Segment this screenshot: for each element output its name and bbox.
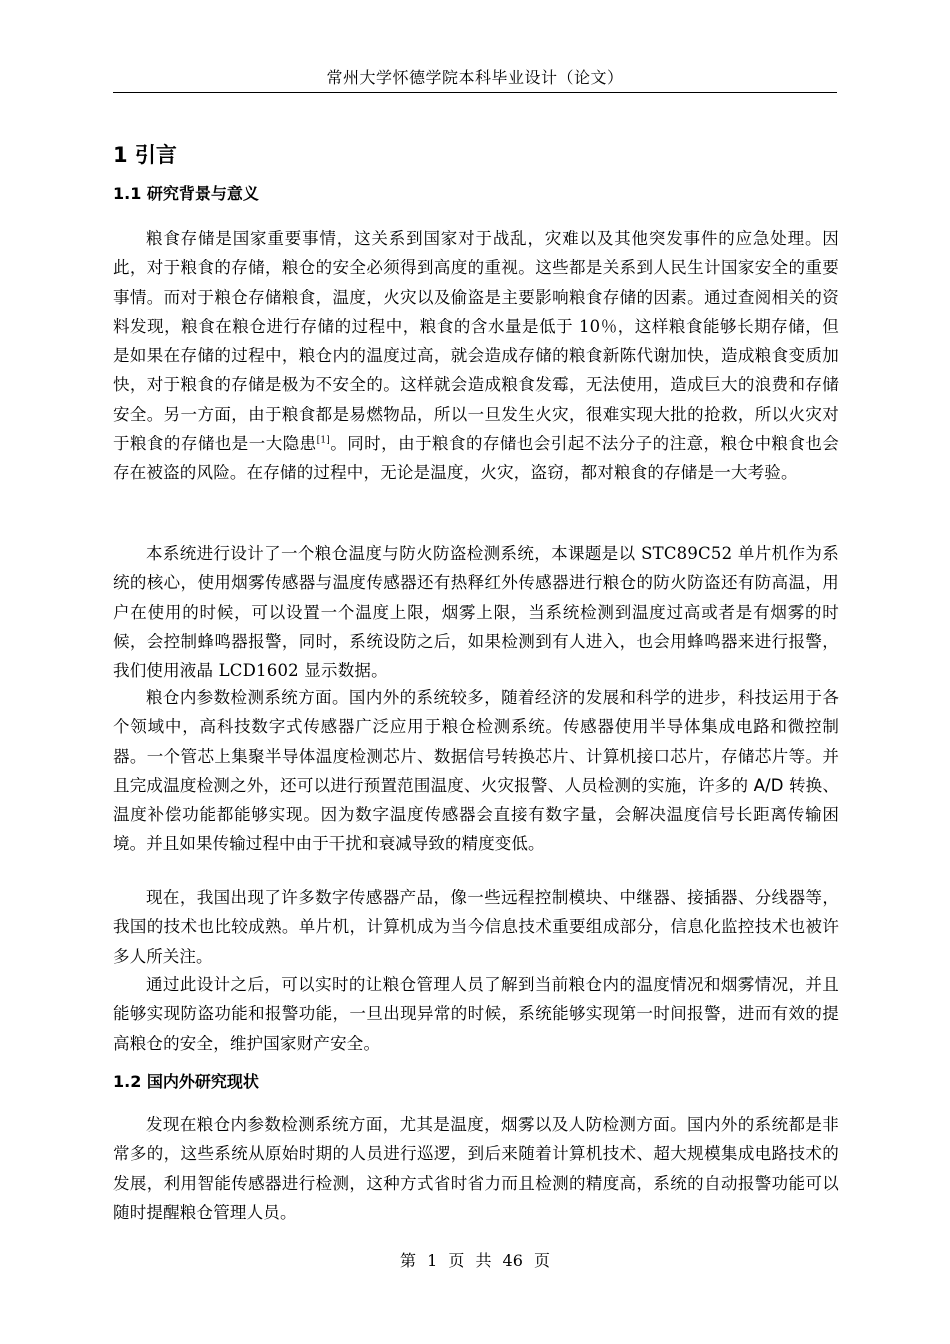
paragraph-text: 粮食存储是国家重要事情，这关系到国家对于战乱，灾难以及其他突发事件的应急处理。因此，对于粮食的存储，粮仓的安全必须得到高度的重视。这些都是关系到人民生计国家安全的重要事情。而对于粮仓存储粮食，温度，火灾以及偷盗是主要影响粮食存储的因素。通过查阅相关的资料发现，粮食在粮仓进行存储的过程中，粮食的含水量是低于 10％，这样粮食能够长期存储，但是如果在存储的过程中，粮仓内的温度过高，就会造成存储的粮食新陈代谢加快，造成粮食变质加快，对于粮食的存储是极为不安全的。这样就会造成粮食发霉，无法使用，造成巨大的浪费和存储安全。另一方面，由于粮食都是易燃物品，所以一旦发生火灾，很难实现大批的抢救，所以火灾对于粮食的存储也是一大隐患	[113, 229, 839, 454]
section-heading-1-2: 1.2 国内外研究现状	[113, 1072, 259, 1091]
section-heading-1-1: 1.1 研究背景与意义	[113, 184, 259, 203]
citation-marker: [1]	[316, 435, 330, 446]
page-header: 常州大学怀德学院本科毕业设计（论文）	[326, 68, 624, 87]
paragraph-research-status-1: 发现在粮仓内参数检测系统方面，尤其是温度，烟雾以及人防检测方面。国内外的系统都是非常多的，这些系统从原始时期的人员进行巡逻，到后来随着计算机技术、超大规模集成电路技术的发展，利用智能传感器进行检测，这种方式省时省力而且检测的精度高，系统的自动报警功能可以随时提醒粮仓管理人员。	[113, 1115, 839, 1222]
paragraph-background-5: 通过此设计之后，可以实时的让粮仓管理人员了解到当前粮仓内的温度情况和烟雾情况，并且能够实现防盗功能和报警功能，一旦出现异常的时候，系统能够实现第一时间报警，进而有效的提高粮仓的安全，维护国家财产安全。	[113, 975, 839, 1053]
paragraph-background-4: 现在，我国出现了许多数字传感器产品，像一些远程控制模块、中继器、接插器、分线器等，我国的技术也比较成熟。单片机，计算机成为当今信息技术重要组成部分，信息化监控技术也被许多人所关注。	[113, 888, 839, 966]
paragraph-text: 。同时，由于粮食的存储也会引起不法分子的注意，粮仓中粮食也会存在被盗的风险。在存储的过程中，无论是温度，火灾，盗窃，都对粮食的存储是一大考验。	[113, 434, 840, 483]
header-rule	[113, 92, 837, 93]
page-number-footer: 第 1 页 共 46 页	[400, 1251, 550, 1270]
section-heading-1: 1 引言	[113, 143, 177, 167]
paragraph-background-2: 本系统进行设计了一个粮仓温度与防火防盗检测系统，本课题是以 STC89C52 单片机作为系统的核心，使用烟雾传感器与温度传感器还有热释红外传感器进行粮仓的防火防盗还有防高温，用户在使用的时候，可以设置一个温度上限，烟雾上限，当系统检测到温度过高或者是有烟雾的时候，会控制蜂鸣器报警，同时，系统设防之后，如果检测到有人进入，也会用蜂鸣器来进行报警，我们使用液晶 LCD1602 显示数据。	[113, 544, 839, 681]
paragraph-background-1	[113, 224, 839, 488]
paragraph-background-3: 粮仓内参数检测系统方面。国内外的系统较多，随着经济的发展和科学的进步，科技运用于各个领域中，高科技数字式传感器广泛应用于粮仓检测系统。传感器使用半导体集成电路和微控制器。一个管芯上集聚半导体温度检测芯片、数据信号转换芯片、计算机接口芯片，存储芯片等。并且完成温度检测之外，还可以进行预置范围温度、火灾报警、人员检测的实施，许多的 A/D 转换、温度补偿功能都能够实现。因为数字温度传感器会直接有数字量，会解决温度信号长距离传输困境。并且如果传输过程中由于干扰和衰减导致的精度变低。	[113, 688, 839, 854]
